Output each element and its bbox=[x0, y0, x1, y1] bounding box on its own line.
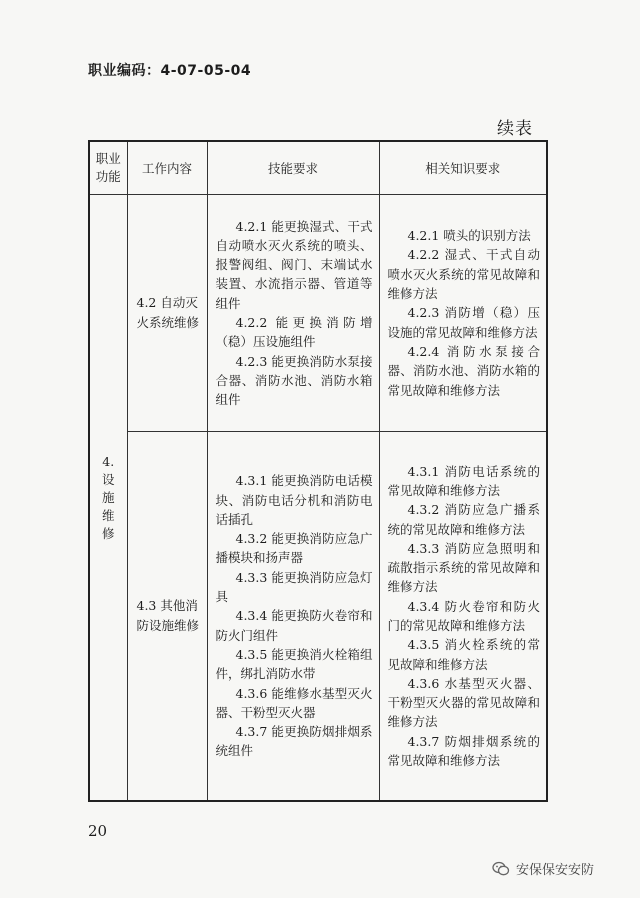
knowledge-item: 4.3.2 消防应急广播系统的常见故障和维修方法 bbox=[387, 502, 540, 537]
skill-item: 4.3.5 能更换消火栓箱组件，绑扎消防水带 bbox=[215, 646, 373, 682]
skill-item: 4.3.1 能更换消防电话模块、消防电话分机和消防电话插孔 bbox=[215, 473, 373, 527]
wechat-icon bbox=[492, 861, 510, 877]
knowledge-cell bbox=[379, 432, 547, 802]
knowledge-item: 4.3.7 防烟排烟系统的常见故障和维修方法 bbox=[387, 733, 540, 769]
column-header-work: 工作内容 bbox=[127, 141, 207, 195]
skills-cell bbox=[207, 195, 379, 432]
knowledge-item: 4.3.1 消防电话系统的常见故障和维修方法 bbox=[387, 463, 540, 498]
knowledge-item: 4.2.3 消防增（稳）压设施的常见故障和维修方法 bbox=[387, 305, 540, 340]
column-header-function: 职业功能 bbox=[89, 141, 127, 195]
work-cell bbox=[127, 432, 207, 802]
continued-label: 续表 bbox=[497, 119, 533, 139]
work-label: 4.2 自动灭火系统维修 bbox=[136, 295, 200, 330]
knowledge-item: 4.3.6 水基型灭火器、干粉型灭火器的常见故障和维修方法 bbox=[387, 675, 540, 730]
knowledge-cell bbox=[379, 195, 547, 432]
function-label: 4.设施维修 bbox=[101, 453, 115, 541]
skill-item: 4.2.2 能更换消防增（稳）压设施组件 bbox=[215, 315, 373, 350]
skill-item: 4.3.4 能更换防火卷帘和防火门组件 bbox=[215, 608, 373, 643]
occupation-code: 职业编码：4-07-05-04 bbox=[88, 63, 252, 79]
skills-cell bbox=[207, 432, 379, 802]
table-row bbox=[89, 432, 547, 802]
skill-item: 4.2.3 能更换消防水泵接合器、消防水池、消防水箱组件 bbox=[215, 353, 373, 408]
table-row bbox=[89, 195, 547, 432]
knowledge-item: 4.3.5 消火栓系统的常见故障和维修方法 bbox=[387, 637, 540, 672]
skill-item: 4.3.6 能维修水基型灭火器、干粉型灭火器 bbox=[215, 685, 373, 720]
skill-item: 4.2.1 能更换湿式、干式自动喷水灭火系统的喷头、报警阀组、阀门、末端试水装置、水流指示器、管道等组件 bbox=[215, 218, 373, 311]
brand-watermark bbox=[492, 859, 594, 878]
work-label: 4.3 其他消防设施维修 bbox=[136, 598, 200, 633]
page-number: 20 bbox=[88, 822, 108, 840]
knowledge-item: 4.3.4 防火卷帘和防火门的常见故障和维修方法 bbox=[387, 598, 540, 633]
work-cell bbox=[127, 195, 207, 432]
skill-item: 4.3.2 能更换消防应急广播模块和扬声器 bbox=[215, 531, 373, 566]
skills-table bbox=[88, 140, 548, 802]
column-header-knowledge: 相关知识要求 bbox=[379, 141, 547, 195]
knowledge-item: 4.3.3 消防应急照明和疏散指示系统的常见故障和维修方法 bbox=[387, 540, 540, 595]
skill-item: 4.3.7 能更换防烟排烟系统组件 bbox=[215, 724, 373, 759]
knowledge-item: 4.2.4 消防水泵接合器、消防水池、消防水箱的常见故障和维修方法 bbox=[387, 343, 540, 398]
column-header-skills: 技能要求 bbox=[207, 141, 379, 195]
skill-item: 4.3.3 能更换消防应急灯具 bbox=[215, 569, 373, 605]
function-cell bbox=[89, 195, 127, 802]
brand-name: 安保保安安防 bbox=[516, 863, 595, 878]
knowledge-item: 4.2.2 湿式、干式自动喷水灭火系统的常见故障和维修方法 bbox=[387, 247, 540, 302]
knowledge-item: 4.2.1 喷头的识别方法 bbox=[407, 228, 531, 244]
table-header-row bbox=[89, 141, 547, 195]
